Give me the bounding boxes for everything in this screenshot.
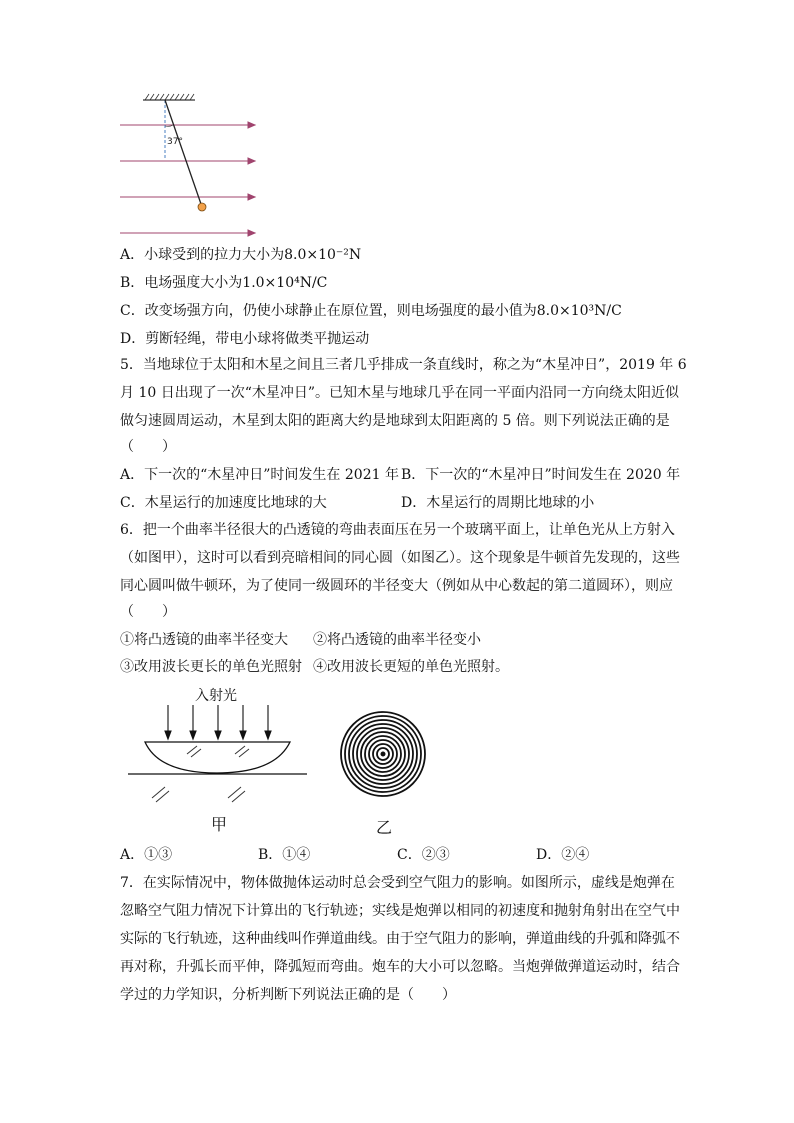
q5-option-d: D．木星运行的周期比地球的小 (401, 495, 595, 511)
pendulum-figure (115, 90, 265, 240)
q7-stem-line3: 实际的飞行轨迹，这种曲线叫作弹道曲线。由于空气阻力的影响，弹道曲线的升弧和降弧不 (120, 931, 680, 947)
q4-option-a: A．小球受到的拉力大小为8.0×10⁻²N (120, 247, 362, 263)
q6-statement-2: ②将凸透镜的曲率半径变小 (313, 632, 481, 648)
incident-light-label: 入射光 (195, 688, 237, 704)
q5-option-a: A．下一次的“木星冲日”时间发生在 2021 年 (120, 467, 399, 483)
q4-option-b: B．电场强度大小为1.0×10⁴N/C (120, 275, 328, 291)
q6-option-d: D．②④ (536, 847, 590, 863)
q7-stem-line2: 忽略空气阻力情况下计算出的飞行轨迹；实线是炮弹以相同的初速度和抛射角射出在空气中 (120, 903, 680, 919)
q4-option-d: D．剪断轻绳，带电小球将做类平抛运动 (120, 331, 370, 347)
q5-stem-line3: 做匀速圆周运动，木星到太阳的距离大约是地球到太阳距离的 5 倍。则下列说法正确的是 (120, 413, 670, 429)
q6-option-c: C．②③ (397, 847, 450, 863)
figure-yi-label: 乙 (376, 818, 393, 837)
q5-option-b: B．下一次的“木星冲日”时间发生在 2020 年 (401, 467, 681, 483)
figure-jia-label: 甲 (211, 815, 228, 834)
q7-stem-line1: 7．在实际情况中，物体做抛体运动时总会受到空气阻力的影响。如图所示，虚线是炮弹在 (120, 875, 675, 891)
q6-option-a: A．①③ (120, 847, 173, 863)
q6-statement-4: ④改用波长更短的单色光照射。 (313, 659, 509, 675)
q6-stem-line2: （如图甲），这时可以看到亮暗相间的同心圆（如图乙）。这个现象是牛顿首先发现的，这些 (120, 550, 680, 566)
q4-option-c: C．改变场强方向，仍使小球静止在原位置，则电场强度的最小值为8.0×10³N/C (120, 303, 622, 319)
q6-statement-1: ①将凸透镜的曲率半径变大 (120, 632, 288, 648)
q5-stem-line2: 月 10 日出现了一次“木星冲日”。已知木星与地球几乎在同一平面内沿同一方向绕太阳近似 (120, 385, 680, 401)
q6-stem-line3: 同心圆叫做牛顿环，为了使同一级圆环的半径变大（例如从中心数起的第二道圆环），则应 (120, 578, 673, 594)
q6-stem-line4: （ ） (120, 604, 176, 620)
q6-option-b: B．①④ (258, 847, 311, 863)
q7-stem-line5: 学过的力学知识，分析判断下列说法正确的是（ ） (120, 987, 456, 1003)
q6-stem-line1: 6．把一个曲率半径很大的凸透镜的弯曲表面压在另一个玻璃平面上，让单色光从上方射入 (120, 522, 675, 538)
q7-stem-line4: 再对称，升弧长而平伸，降弧短而弯曲。炮车的大小可以忽略。当炮弹做弹道运动时，结合 (120, 959, 680, 975)
newton-rings-figure (330, 703, 440, 838)
q5-option-c: C．木星运行的加速度比地球的大 (120, 495, 327, 511)
angle-label: 37° (167, 137, 183, 147)
newton-ring-setup-figure (125, 683, 310, 838)
q5-stem-line4: （ ） (120, 439, 176, 455)
q6-statement-3: ③改用波长更长的单色光照射 (120, 659, 302, 675)
q5-stem-line1: 5．当地球位于太阳和木星之间且三者几乎排成一条直线时，称之为“木星冲日”，2019 年 6 (120, 357, 687, 373)
